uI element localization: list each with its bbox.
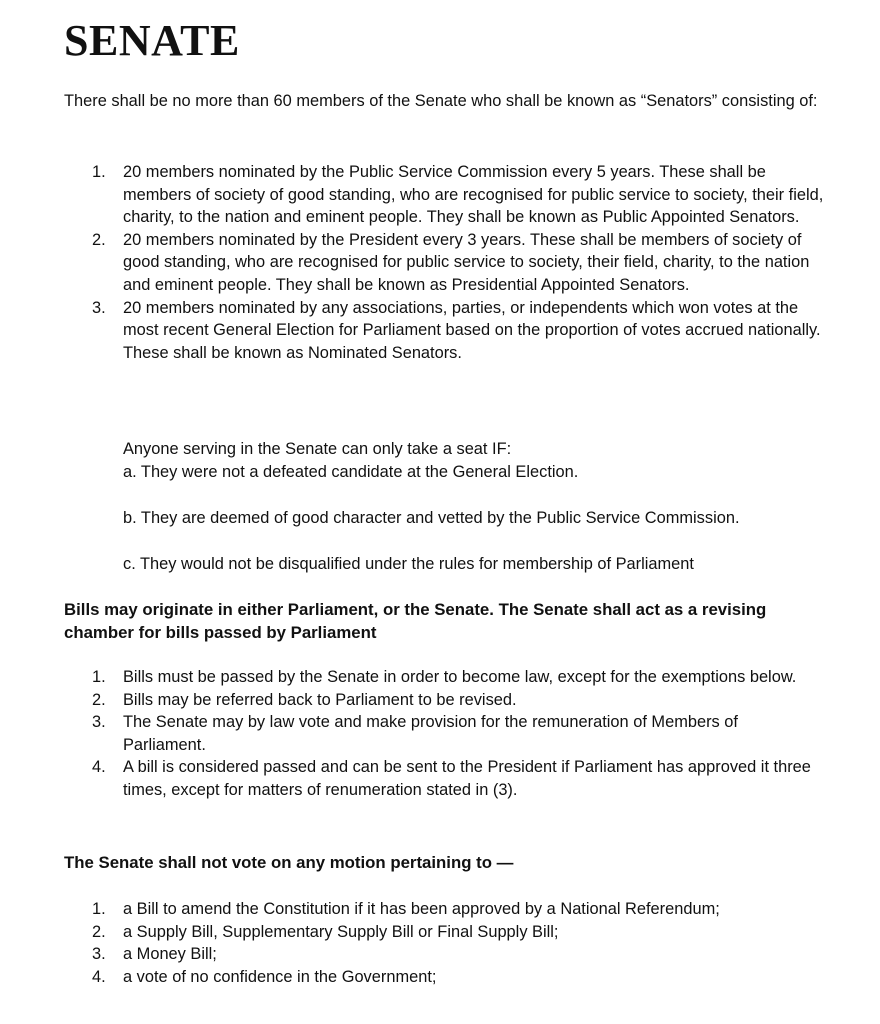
list-item-text: 20 members nominated by any associations, parties, or independents which won votes at the most recent General Election for Parliament based on the proportion of votes accrued nationally. These shall be known as Nominated Senators. [123,298,821,362]
list-item [64,666,824,689]
list-number: 1. [92,900,106,918]
eligibility-condition-a: a. They were not a defeated candidate at the General Election. [123,463,579,481]
restrictions-list [64,898,824,988]
list-item [64,966,824,989]
restrictions-heading: The Senate shall not vote on any motion pertaining to — [64,853,514,872]
list-item-text: a Supply Bill, Supplementary Supply Bill or Final Supply Bill; [123,922,559,941]
list-item [64,756,824,801]
list-number: 4. [92,967,106,986]
eligibility-lead: Anyone serving in the Senate can only take a seat IF: [123,440,512,458]
list-item [64,689,824,712]
list-number: 1. [92,668,106,686]
page-title: SENATE [64,16,240,65]
senate-composition-list [64,161,824,364]
list-number: 4. [92,758,106,777]
list-item [64,943,824,966]
list-item-text: Bills may be referred back to Parliament to be revised. [123,690,517,709]
list-item [64,297,824,365]
list-item-text: a Money Bill; [123,945,217,964]
list-item [64,229,824,297]
list-number: 2. [92,922,106,941]
list-number: 3. [92,298,106,317]
list-item-text: The Senate may by law vote and make provision for the remuneration of Members of Parliament. [123,713,738,754]
list-item [64,921,824,944]
list-number: 3. [92,945,106,964]
list-item-text: 20 members nominated by the President every 3 years. These shall be members of society of good standing, who are recognised for public service to society, their field, charity, to the nation and eminent people. They shall be known as Presidential Appointed Senators. [123,230,810,294]
list-item-text: a vote of no confidence in the Government; [123,967,437,986]
bills-heading: Bills may originate in either Parliament, or the Senate. The Senate shall act as a revising chamber for bills passed by Parliament [64,600,767,642]
list-number: 2. [92,690,106,709]
list-number: 2. [92,230,106,249]
bills-list [64,666,824,802]
list-item-text: A bill is considered passed and can be sent to the President if Parliament has approved it three times, except for matters of renumeration stated in (3). [123,758,811,799]
list-item [64,161,824,229]
intro-paragraph: There shall be no more than 60 members of the Senate who shall be known as “Senators” consisting of: [64,92,818,110]
list-item-text: Bills must be passed by the Senate in order to become law, except for the exemptions below. [123,668,797,686]
list-item [64,711,824,756]
eligibility-condition-c: c. They would not be disqualified under the rules for membership of Parliament [123,555,694,573]
list-number: 3. [92,713,106,732]
list-number: 1. [92,163,106,181]
list-item [64,898,824,921]
eligibility-block [123,438,823,484]
eligibility-condition-b: b. They are deemed of good character and vetted by the Public Service Commission. [123,509,740,527]
list-item-text: 20 members nominated by the Public Service Commission every 5 years. These shall be members of society of good standing, who are recognised for public service to society, their field, charity, to the nation and eminent people. They shall be known as Public Appointed Senators. [123,163,824,227]
list-item-text: a Bill to amend the Constitution if it has been approved by a National Referendum; [123,900,720,918]
